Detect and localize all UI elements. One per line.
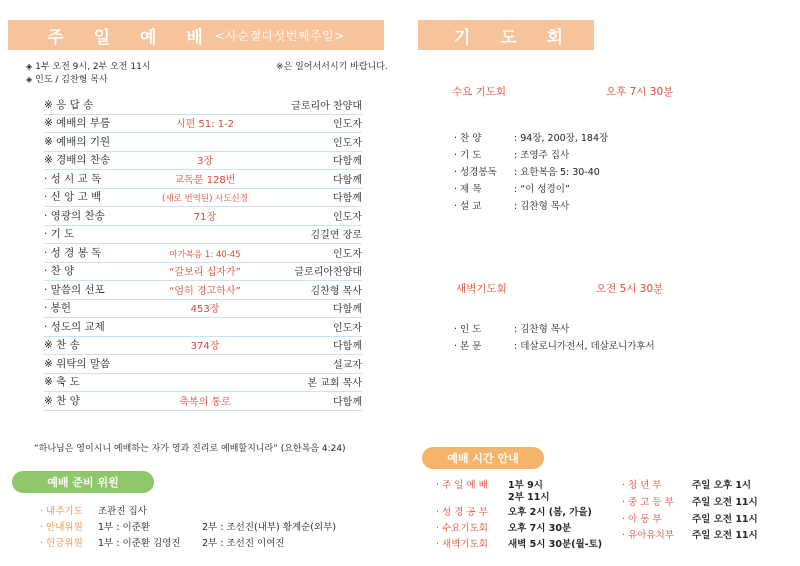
order-detail: 374장 bbox=[190, 341, 220, 352]
order-label: · 찬 양 bbox=[44, 265, 75, 277]
dawn-line: · 본 문 : 데살로니가전서, 데살로니가후서 bbox=[454, 341, 655, 352]
order-detail: 시편 51: 1-2 bbox=[175, 119, 235, 130]
order-person: 다함께 bbox=[333, 193, 362, 204]
committee-title: 예배 준비 위원 bbox=[12, 471, 154, 493]
order-detail: 453장 bbox=[190, 304, 220, 315]
order-label: · 봉헌 bbox=[44, 302, 71, 314]
order-person: 다함께 bbox=[333, 341, 362, 352]
order-detail: “엄히 경고하사” bbox=[169, 285, 241, 297]
order-label: ※ 응 답 송 bbox=[44, 98, 94, 111]
worship-title: 주 일 예 배 bbox=[47, 27, 215, 48]
committee-row: · 내주기도 조관진 집사 bbox=[40, 506, 147, 517]
order-label: ※ 예배의 기원 bbox=[44, 135, 111, 148]
order-person: 인도자 bbox=[333, 322, 362, 334]
times-row: · 새벽기도회 새벽 5시 30분(월-토) bbox=[436, 539, 603, 550]
order-label: ※ 찬 양 bbox=[44, 394, 80, 407]
dawn-line: · 인 도 : 김찬형 목사 bbox=[454, 324, 570, 335]
order-label: ※ 예배의 부름 bbox=[44, 117, 111, 129]
order-person: 다함께 bbox=[333, 174, 362, 186]
prayer-banner bbox=[418, 20, 594, 50]
order-row bbox=[44, 374, 362, 393]
order-row bbox=[44, 337, 362, 356]
order-label: · 성 경 봉 독 bbox=[44, 246, 102, 259]
service-times-title: 예배 시간 안내 bbox=[422, 447, 544, 469]
order-label: ※ 축 도 bbox=[44, 376, 80, 388]
order-person: 다함께 bbox=[333, 396, 362, 408]
times-row: 2부 11시 bbox=[508, 492, 550, 503]
order-row bbox=[44, 300, 362, 319]
order-detail: 3장 bbox=[196, 156, 214, 167]
times-row: · 주 일 예 배 1부 9시 bbox=[436, 480, 543, 491]
order-row bbox=[44, 133, 362, 152]
wed-line: · 설 교 : 김찬형 목사 bbox=[454, 201, 570, 212]
order-person: 글로리아 찬양대 bbox=[291, 100, 362, 112]
times-row: · 성 경 공 부 오후 2시 (봄, 가을) bbox=[436, 507, 592, 518]
worship-banner bbox=[8, 20, 384, 50]
order-row bbox=[44, 152, 362, 171]
wed-prayer-title: 수요 기도회 bbox=[452, 86, 507, 98]
dawn-prayer-time: 오전 5시 30분 bbox=[596, 283, 664, 295]
order-person: 다함께 bbox=[333, 304, 362, 315]
order-row bbox=[44, 226, 362, 245]
leader-info: ◈ 인도 / 김찬형 목사 bbox=[26, 75, 108, 85]
order-person: 글로리아찬양대 bbox=[294, 267, 362, 278]
wed-line: · 제 목 : “이 성경이” bbox=[454, 184, 570, 195]
wed-line: · 성경봉독 : 요한복음 5: 30-40 bbox=[454, 167, 600, 178]
order-row bbox=[44, 392, 362, 411]
committee-row: · 안내위원 1부 : 이준환 2부 : 조선진(내부) 황계순(외부) bbox=[40, 522, 337, 533]
times-row: · 아 동 부 주일 오전 11시 bbox=[622, 514, 758, 525]
order-person: 김찬형 목사 bbox=[310, 285, 362, 297]
order-row bbox=[44, 170, 362, 189]
service-times: ◈ 1부 오전 9시, 2부 오전 11시 bbox=[26, 62, 151, 72]
order-person: 인도자 bbox=[333, 211, 362, 223]
order-person: 본 교회 목사 bbox=[307, 378, 362, 389]
order-row bbox=[44, 189, 362, 208]
order-detail: 마가복음 1: 40-45 bbox=[169, 249, 241, 260]
prayer-title: 기 도 회 bbox=[454, 27, 576, 48]
order-label: · 영광의 찬송 bbox=[44, 209, 105, 222]
order-row bbox=[44, 263, 362, 282]
wed-prayer-time: 오후 7시 30분 bbox=[606, 86, 674, 98]
times-row: · 청 년 부 주일 오후 1시 bbox=[622, 480, 752, 491]
order-person: 인도자 bbox=[333, 137, 362, 149]
wed-line: · 기 도 : 조영주 집사 bbox=[454, 150, 570, 161]
diamond-icon: ◈ bbox=[26, 62, 33, 71]
order-row bbox=[44, 115, 362, 134]
committee-row: · 헌금위원 1부 : 이준환 김영진 2부 : 조선진 이여진 bbox=[40, 538, 285, 549]
order-person: 김길연 장로 bbox=[310, 230, 362, 241]
order-person: 설교자 bbox=[333, 359, 362, 371]
diamond-icon: ◈ bbox=[26, 75, 33, 84]
order-detail: 축복의 통로 bbox=[179, 396, 231, 408]
order-of-worship bbox=[44, 96, 362, 411]
scripture-verse: “하나님은 영이시니 예배하는 자가 영과 진리로 예배할지니라” (요한복음 4:24) bbox=[34, 444, 346, 454]
order-row bbox=[44, 96, 362, 115]
stand-note: ※은 일어서서시기 바랍니다. bbox=[276, 62, 388, 72]
dawn-prayer-title: 새벽기도회 bbox=[456, 283, 507, 295]
order-row bbox=[44, 355, 362, 374]
times-row: · 중 고 등 부 주일 오전 11시 bbox=[622, 497, 758, 508]
order-label: · 신 앙 고 백 bbox=[44, 191, 102, 203]
order-detail: (새로 번역된) 사도신경 bbox=[162, 194, 248, 204]
order-label: · 성도의 교제 bbox=[44, 320, 105, 333]
order-row bbox=[44, 318, 362, 337]
worship-subtitle: <사순절다섯번째주일> bbox=[214, 28, 345, 43]
order-label: · 기 도 bbox=[44, 228, 75, 240]
order-label: ※ 경배의 찬송 bbox=[44, 154, 111, 166]
order-label: · 말씀의 선포 bbox=[44, 283, 105, 296]
times-row: · 유아유치부 주일 오전 11시 bbox=[622, 530, 758, 541]
order-detail: 71장 bbox=[193, 211, 217, 223]
order-row bbox=[44, 207, 362, 226]
order-row bbox=[44, 244, 362, 263]
order-person: 다함께 bbox=[333, 156, 362, 167]
order-row bbox=[44, 281, 362, 300]
prayer-page bbox=[400, 0, 800, 566]
times-row: · 수요기도회 오후 7시 30분 bbox=[436, 523, 572, 534]
order-detail: “갈보리 십자가” bbox=[169, 267, 241, 278]
order-label: ※ 위탁의 말씀 bbox=[44, 357, 111, 370]
order-label: ※ 찬 송 bbox=[44, 339, 80, 351]
wed-line: · 찬 양 : 94장, 200장, 184장 bbox=[454, 133, 609, 144]
order-label: · 성 시 교 독 bbox=[44, 172, 102, 185]
order-person: 인도자 bbox=[333, 248, 362, 260]
order-detail: 교독문 128번 bbox=[174, 174, 236, 186]
order-person: 인도자 bbox=[333, 119, 362, 130]
